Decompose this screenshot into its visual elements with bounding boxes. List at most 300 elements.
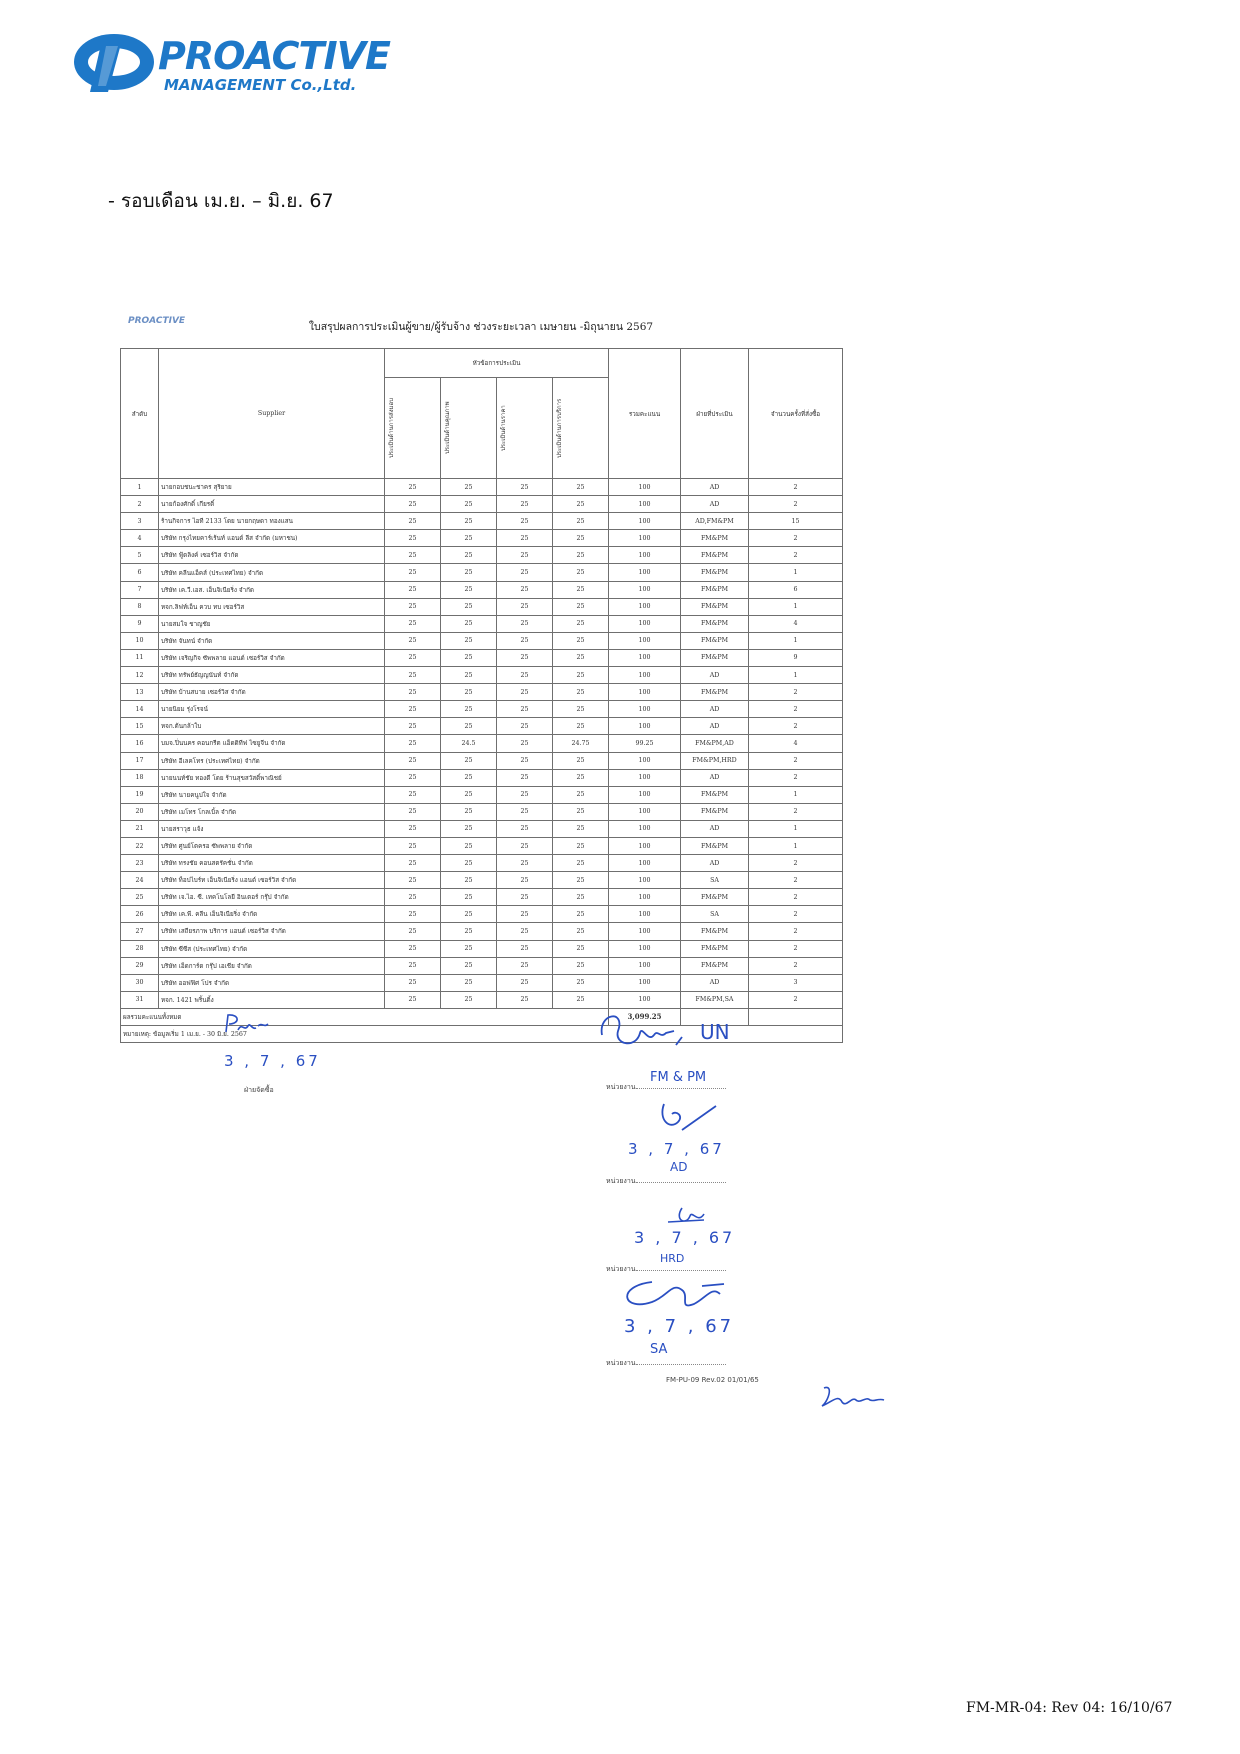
- cell-no: 15: [121, 718, 159, 735]
- table-row: [121, 496, 843, 513]
- cell-s4: 25: [553, 889, 609, 906]
- cell-orders: 2: [749, 769, 843, 786]
- cell-no: 4: [121, 530, 159, 547]
- cell-no: 17: [121, 752, 159, 769]
- cell-orders: 2: [749, 701, 843, 718]
- table-row: [121, 564, 843, 581]
- table-row: [121, 889, 843, 906]
- cell-s3: 25: [497, 496, 553, 513]
- cell-s3: 25: [497, 872, 553, 889]
- cell-name: บริษัท จันทน์ จำกัด: [159, 632, 385, 649]
- table-row: [121, 632, 843, 649]
- initial-signature-icon: [818, 1382, 888, 1412]
- cell-s2: 25: [441, 906, 497, 923]
- cell-s4: 25: [553, 855, 609, 872]
- cell-s3: 25: [497, 889, 553, 906]
- criteria-header: ประเมินด้านการบริการ: [553, 378, 609, 479]
- cell-s3: 25: [497, 906, 553, 923]
- purchasing-date: 3 , 7 , 67: [224, 1052, 321, 1070]
- table-row: [121, 786, 843, 803]
- cell-s3: 25: [497, 701, 553, 718]
- cell-s3: 25: [497, 513, 553, 530]
- cell-dept: FM&PM: [681, 564, 749, 581]
- cell-s3: 25: [497, 923, 553, 940]
- cell-s4: 25: [553, 906, 609, 923]
- cell-s2: 25: [441, 752, 497, 769]
- cell-s4: 25: [553, 667, 609, 684]
- cell-s2: 25: [441, 632, 497, 649]
- cell-s1: 25: [385, 906, 441, 923]
- cell-dept: FM&PM: [681, 581, 749, 598]
- cell-dept: FM&PM: [681, 923, 749, 940]
- cell-s2: 25: [441, 547, 497, 564]
- sa-dept: SA: [650, 1342, 668, 1357]
- cell-name: บริษัท ศูนย์โตครอ ซัพพลาย จำกัด: [159, 837, 385, 854]
- cell-no: 27: [121, 923, 159, 940]
- cell-s1: 25: [385, 752, 441, 769]
- cell-s1: 25: [385, 479, 441, 496]
- cell-total: 100: [609, 906, 681, 923]
- cell-orders: 2: [749, 940, 843, 957]
- cell-orders: 2: [749, 684, 843, 701]
- initial-signature: [818, 1382, 888, 1416]
- cell-name: บริษัท คลีนแอ็คส์ (ประเทศไทย) จำกัด: [159, 564, 385, 581]
- cell-s2: 25: [441, 889, 497, 906]
- cell-dept: FM&PM: [681, 615, 749, 632]
- cell-s3: 25: [497, 803, 553, 820]
- cell-dept: AD: [681, 479, 749, 496]
- cell-s1: 25: [385, 803, 441, 820]
- cell-s2: 25: [441, 957, 497, 974]
- cell-s2: 25: [441, 513, 497, 530]
- cell-s4: 25: [553, 872, 609, 889]
- cell-s4: 25: [553, 820, 609, 837]
- cell-s1: 25: [385, 769, 441, 786]
- cell-no: 30: [121, 974, 159, 991]
- ad-signature: [656, 1100, 726, 1144]
- ad-dept-line: [606, 1176, 726, 1187]
- cell-total: 100: [609, 820, 681, 837]
- table-row: [121, 855, 843, 872]
- cell-s3: 25: [497, 752, 553, 769]
- purchasing-signature-icon: [222, 1012, 270, 1036]
- cell-total: 100: [609, 632, 681, 649]
- cell-orders: 15: [749, 513, 843, 530]
- cell-dept: FM&PM: [681, 632, 749, 649]
- cell-name: บริษัท เจริญกิจ ซัพพลาย แอนด์ เซอร์วิส จำกัด: [159, 649, 385, 666]
- company-logo: [72, 26, 390, 98]
- cell-total: 100: [609, 496, 681, 513]
- cell-s3: 25: [497, 564, 553, 581]
- cell-s4: 25: [553, 957, 609, 974]
- cell-name: บริษัท บ้านสบาย เซอร์วิส จำกัด: [159, 684, 385, 701]
- cell-s4: 25: [553, 803, 609, 820]
- cell-s4: 25: [553, 479, 609, 496]
- cell-dept: AD: [681, 496, 749, 513]
- ad-dept-label: หน่วยงาน: [606, 1177, 636, 1185]
- table-row: [121, 530, 843, 547]
- table-row: [121, 923, 843, 940]
- cell-no: 5: [121, 547, 159, 564]
- cell-name: นายกอบชนะชาคร สุริยาย: [159, 479, 385, 496]
- cell-name: หจก. 1421 พริ้นติ้ง: [159, 991, 385, 1008]
- cell-name: นายก้องศักดิ์ เกียรติ์: [159, 496, 385, 513]
- cell-no: 2: [121, 496, 159, 513]
- cell-s4: 25: [553, 837, 609, 854]
- cell-s3: 25: [497, 547, 553, 564]
- cell-s1: 25: [385, 547, 441, 564]
- cell-s4: 25: [553, 752, 609, 769]
- cell-orders: 2: [749, 906, 843, 923]
- cell-name: บริษัท ทรงชัย คอนสตรัคชั่น จำกัด: [159, 855, 385, 872]
- cell-s3: 25: [497, 649, 553, 666]
- cell-orders: 4: [749, 615, 843, 632]
- cell-dept: FM&PM: [681, 547, 749, 564]
- cell-total: 100: [609, 513, 681, 530]
- cell-name: บริษัท ออฟฟิศ โปร จำกัด: [159, 974, 385, 991]
- cell-s4: 25: [553, 530, 609, 547]
- cell-no: 10: [121, 632, 159, 649]
- logo-brand-text: PROACTIVE: [158, 34, 390, 78]
- cell-orders: 2: [749, 496, 843, 513]
- cell-total: 99.25: [609, 735, 681, 752]
- table-note: หมายเหตุ: ข้อมูลเริ่ม 1 เม.ย. - 30 มิ.ย. 2567: [121, 1026, 843, 1043]
- cell-name: บริษัท เจ.ไอ. ซี. เทคโนโลยี อินเตอร์ กรุ๊ป จำกัด: [159, 889, 385, 906]
- cell-orders: 1: [749, 820, 843, 837]
- cell-s1: 25: [385, 513, 441, 530]
- cell-no: 18: [121, 769, 159, 786]
- table-row: [121, 615, 843, 632]
- cell-name: บริษัท ซีซีส (ประเทศไทย) จำกัด: [159, 940, 385, 957]
- cell-name: บริษัท เมโทร โกลเบิ้ล จำกัด: [159, 803, 385, 820]
- cell-s1: 25: [385, 974, 441, 991]
- cell-total: 100: [609, 547, 681, 564]
- form-code: FM-PU-09 Rev.02 01/01/65: [666, 1376, 759, 1384]
- cell-orders: 2: [749, 855, 843, 872]
- cell-s1: 25: [385, 872, 441, 889]
- cell-total: 100: [609, 991, 681, 1008]
- table-body: [121, 479, 843, 1009]
- evaluation-table: [120, 348, 843, 1043]
- cell-orders: 3: [749, 974, 843, 991]
- cell-s1: 25: [385, 889, 441, 906]
- cell-s1: 25: [385, 632, 441, 649]
- cell-s4: 25: [553, 496, 609, 513]
- cell-s2: 25: [441, 684, 497, 701]
- cell-name: หจก.ลิฟท์เอ็น ควบ ทบ เซอร์วิส: [159, 598, 385, 615]
- cell-s4: 25: [553, 974, 609, 991]
- table-row: [121, 547, 843, 564]
- cell-name: บริษัท เสถียรภาพ บริการ แอนด์ เซอร์วิส จำกัด: [159, 923, 385, 940]
- cell-name: บริษัท เอ็ดการ์ด กรุ๊ป เอเชีย จำกัด: [159, 957, 385, 974]
- sa-signature-icon: [612, 1276, 732, 1316]
- cell-total: 100: [609, 872, 681, 889]
- cell-s3: 25: [497, 735, 553, 752]
- cell-orders: 2: [749, 547, 843, 564]
- cell-s3: 25: [497, 479, 553, 496]
- cell-total: 100: [609, 701, 681, 718]
- table-row: [121, 513, 843, 530]
- sa-date: 3 , 7 , 67: [624, 1316, 735, 1337]
- cell-orders: 2: [749, 718, 843, 735]
- cell-s2: 25: [441, 820, 497, 837]
- cell-s3: 25: [497, 684, 553, 701]
- col-total-header: รวมคะแนน: [609, 349, 681, 479]
- cell-dept: AD: [681, 667, 749, 684]
- cell-s2: 25: [441, 649, 497, 666]
- cell-s2: 25: [441, 974, 497, 991]
- cell-s3: 25: [497, 769, 553, 786]
- cell-s2: 25: [441, 786, 497, 803]
- table-row: [121, 752, 843, 769]
- logo-subtitle-text: MANAGEMENT Co.,Ltd.: [164, 76, 357, 94]
- cell-s2: 25: [441, 496, 497, 513]
- table-row: [121, 906, 843, 923]
- cell-s1: 25: [385, 837, 441, 854]
- table-row: [121, 718, 843, 735]
- cell-s2: 25: [441, 598, 497, 615]
- cell-no: 12: [121, 667, 159, 684]
- table-row: [121, 940, 843, 957]
- cell-no: 22: [121, 837, 159, 854]
- cell-no: 20: [121, 803, 159, 820]
- cell-total: 100: [609, 615, 681, 632]
- criteria-group-header: หัวข้อการประเมิน: [385, 349, 609, 378]
- table-row: [121, 701, 843, 718]
- cell-orders: 2: [749, 530, 843, 547]
- table-row: [121, 735, 843, 752]
- cell-name: หจก.ต้นกล้าใบ: [159, 718, 385, 735]
- cell-no: 31: [121, 991, 159, 1008]
- cell-s1: 25: [385, 649, 441, 666]
- cell-s2: 25: [441, 581, 497, 598]
- round-label: - รอบเดือน เม.ย. – มิ.ย. 67: [108, 190, 334, 212]
- cell-no: 25: [121, 889, 159, 906]
- cell-s2: 25: [441, 940, 497, 957]
- cell-s2: 25: [441, 667, 497, 684]
- cell-orders: 2: [749, 923, 843, 940]
- cell-dept: FM&PM: [681, 803, 749, 820]
- cell-no: 11: [121, 649, 159, 666]
- cell-name: บมจ.ปิ่นนคร คอนกรีต แอ็ดดิทีฟ ไซยูจีน จำกัด: [159, 735, 385, 752]
- cell-s4: 25: [553, 547, 609, 564]
- cell-s1: 25: [385, 735, 441, 752]
- cell-orders: 1: [749, 837, 843, 854]
- table-row: [121, 769, 843, 786]
- purchasing-signature: [222, 1012, 270, 1040]
- cell-s1: 25: [385, 820, 441, 837]
- cell-total: 100: [609, 581, 681, 598]
- cell-dept: FM&PM: [681, 957, 749, 974]
- cell-no: 13: [121, 684, 159, 701]
- cell-dept: SA: [681, 906, 749, 923]
- cell-no: 9: [121, 615, 159, 632]
- sa-dept-label: หน่วยงาน: [606, 1359, 636, 1367]
- cell-dept: FM&PM: [681, 684, 749, 701]
- table-row: [121, 837, 843, 854]
- cell-s4: 24.75: [553, 735, 609, 752]
- cell-total: 100: [609, 598, 681, 615]
- cell-dept: AD: [681, 820, 749, 837]
- cell-s1: 25: [385, 615, 441, 632]
- cell-s4: 25: [553, 923, 609, 940]
- cell-orders: 2: [749, 872, 843, 889]
- cell-s1: 25: [385, 991, 441, 1008]
- cell-s4: 25: [553, 940, 609, 957]
- cell-no: 21: [121, 820, 159, 837]
- cell-s1: 25: [385, 684, 441, 701]
- cell-s3: 25: [497, 615, 553, 632]
- table-row: [121, 974, 843, 991]
- cell-no: 28: [121, 940, 159, 957]
- cell-s2: 25: [441, 837, 497, 854]
- ad-signature-icon: [656, 1100, 726, 1140]
- cell-name: นายนิยม รุ่งโรจน์: [159, 701, 385, 718]
- cell-total: 100: [609, 855, 681, 872]
- cell-dept: FM&PM,HRD: [681, 752, 749, 769]
- cell-s3: 25: [497, 581, 553, 598]
- hrd-dept-line: [606, 1264, 726, 1275]
- table-row: [121, 820, 843, 837]
- sum-value: 3,099.25: [609, 1008, 681, 1025]
- cell-s1: 25: [385, 598, 441, 615]
- cell-orders: 2: [749, 479, 843, 496]
- cell-orders: 9: [749, 649, 843, 666]
- fmpm-dept-label: หน่วยงาน: [606, 1083, 636, 1091]
- cell-s2: 25: [441, 872, 497, 889]
- cell-s2: 25: [441, 803, 497, 820]
- cell-dept: FM&PM,SA: [681, 991, 749, 1008]
- cell-s4: 25: [553, 632, 609, 649]
- cell-s3: 25: [497, 598, 553, 615]
- cell-total: 100: [609, 923, 681, 940]
- cell-total: 100: [609, 479, 681, 496]
- cell-s4: 25: [553, 649, 609, 666]
- cell-no: 19: [121, 786, 159, 803]
- cell-no: 29: [121, 957, 159, 974]
- cell-no: 7: [121, 581, 159, 598]
- cell-no: 1: [121, 479, 159, 496]
- cell-total: 100: [609, 803, 681, 820]
- cell-no: 16: [121, 735, 159, 752]
- cell-s4: 25: [553, 769, 609, 786]
- cell-orders: 2: [749, 957, 843, 974]
- cell-no: 8: [121, 598, 159, 615]
- cell-name: บริษัท ทรัพย์ธัญญนันท์ จำกัด: [159, 667, 385, 684]
- cell-name: นายสราวุธ แจ้ง: [159, 820, 385, 837]
- sum-label: ผลรวมคะแนนทั้งหมด: [121, 1008, 609, 1025]
- sa-dept-line: [606, 1358, 726, 1369]
- cell-s3: 25: [497, 820, 553, 837]
- cell-dept: AD: [681, 718, 749, 735]
- cell-s1: 25: [385, 581, 441, 598]
- cell-orders: 6: [749, 581, 843, 598]
- cell-name: นายสมใจ ชาญชัย: [159, 615, 385, 632]
- cell-s3: 25: [497, 786, 553, 803]
- table-row: [121, 872, 843, 889]
- cell-no: 6: [121, 564, 159, 581]
- cell-s2: 25: [441, 991, 497, 1008]
- cell-s1: 25: [385, 667, 441, 684]
- cell-dept: FM&PM: [681, 598, 749, 615]
- cell-s4: 25: [553, 513, 609, 530]
- cell-dept: FM&PM: [681, 530, 749, 547]
- cell-name: บริษัท เค.วี.เอส. เอ็นจิเนียริ่ง จำกัด: [159, 581, 385, 598]
- form-title: ใบสรุปผลการประเมินผู้ขาย/ผู้รับจ้าง ช่วงระยะเวลา เมษายน -มิถุนายน 2567: [308, 321, 654, 333]
- cell-orders: 1: [749, 667, 843, 684]
- cell-orders: 2: [749, 889, 843, 906]
- cell-orders: 2: [749, 991, 843, 1008]
- fmpm-note: UN: [700, 1020, 730, 1044]
- col-department-header: ฝ่ายที่ประเมิน: [681, 349, 749, 479]
- cell-s4: 25: [553, 615, 609, 632]
- hrd-signature-icon: [664, 1204, 714, 1228]
- ad-dept: AD: [670, 1160, 688, 1174]
- form-mini-logo: PROACTIVE: [128, 316, 186, 326]
- col-no-header: ลำดับ: [121, 349, 159, 479]
- cell-s3: 25: [497, 530, 553, 547]
- cell-s3: 25: [497, 718, 553, 735]
- cell-dept: FM&PM,AD: [681, 735, 749, 752]
- cell-s4: 25: [553, 581, 609, 598]
- document-footer: FM-MR-04: Rev 04: 16/10/67: [966, 1700, 1173, 1716]
- cell-no: 23: [121, 855, 159, 872]
- cell-orders: 4: [749, 735, 843, 752]
- cell-s3: 25: [497, 957, 553, 974]
- hrd-date: 3 , 7 , 67: [634, 1228, 736, 1247]
- cell-total: 100: [609, 667, 681, 684]
- cell-s2: 25: [441, 701, 497, 718]
- cell-s3: 25: [497, 991, 553, 1008]
- hrd-dept: HRD: [660, 1252, 685, 1265]
- ad-date: 3 , 7 , 67: [628, 1140, 725, 1158]
- cell-s1: 25: [385, 701, 441, 718]
- sa-signature: [612, 1276, 732, 1320]
- cell-s4: 25: [553, 701, 609, 718]
- cell-name: บริษัท นายคนูปใจ จำกัด: [159, 786, 385, 803]
- cell-orders: 1: [749, 598, 843, 615]
- cell-s2: 25: [441, 855, 497, 872]
- cell-s2: 25: [441, 718, 497, 735]
- cell-name: บริษัท ท็อปไบร์ท เอ็นจิเนียริ่ง แอนด์ เซอร์วิส จำกัด: [159, 872, 385, 889]
- cell-s4: 25: [553, 991, 609, 1008]
- cell-orders: 1: [749, 786, 843, 803]
- cell-total: 100: [609, 786, 681, 803]
- cell-total: 100: [609, 769, 681, 786]
- cell-orders: 1: [749, 564, 843, 581]
- cell-total: 100: [609, 684, 681, 701]
- cell-s3: 25: [497, 940, 553, 957]
- cell-s4: 25: [553, 598, 609, 615]
- cell-orders: 2: [749, 752, 843, 769]
- criteria-header: ประเมินด้านคุณภาพ: [441, 378, 497, 479]
- cell-s2: 25: [441, 479, 497, 496]
- cell-s1: 25: [385, 940, 441, 957]
- cell-s4: 25: [553, 718, 609, 735]
- cell-total: 100: [609, 957, 681, 974]
- table-row: [121, 479, 843, 496]
- cell-name: บริษัท อีเลคโทร (ประเทศไทย) จำกัด: [159, 752, 385, 769]
- cell-dept: FM&PM: [681, 889, 749, 906]
- cell-name: บริษัท ฟู้ดลิงค์ เซอร์วิส จำกัด: [159, 547, 385, 564]
- cell-total: 100: [609, 752, 681, 769]
- cell-name: บริษัท กรุงไทยคาร์เร้นท์ แอนด์ ลีส จำกัด (มหาชน): [159, 530, 385, 547]
- table-row: [121, 803, 843, 820]
- table-row: [121, 684, 843, 701]
- table-row: [121, 649, 843, 666]
- col-supplier-header: Supplier: [159, 349, 385, 479]
- cell-total: 100: [609, 889, 681, 906]
